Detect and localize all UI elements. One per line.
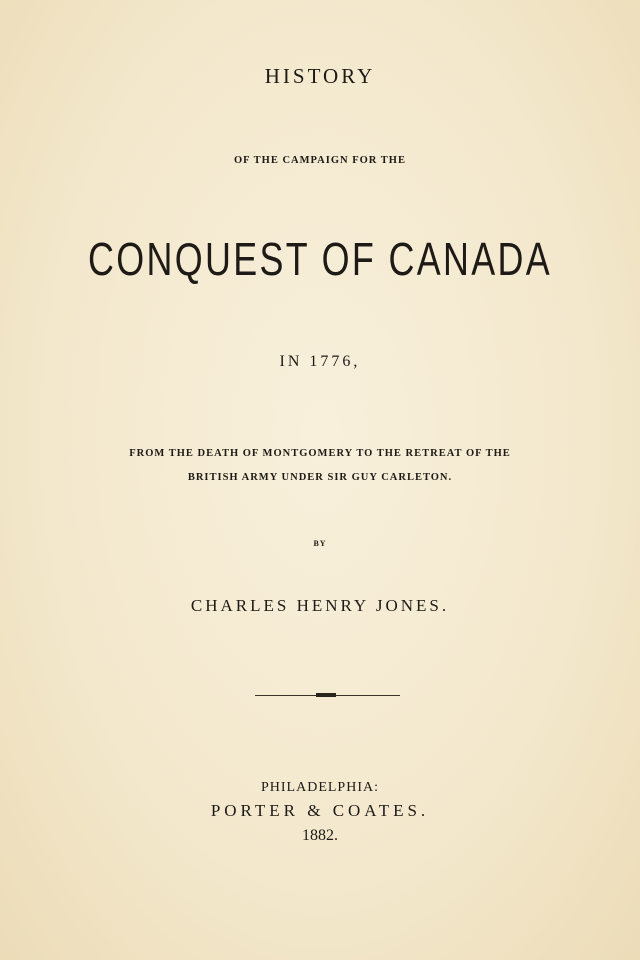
ornament-center (316, 693, 336, 697)
publication-date: 1882. (302, 827, 338, 844)
author-name: CHARLES HENRY JONES. (190, 596, 450, 615)
publisher-city: PHILADELPHIA: (261, 780, 379, 795)
heading-campaign: OF THE CAMPAIGN FOR THE (234, 155, 406, 166)
publisher-name: PORTER & COATES. (210, 801, 430, 820)
subtitle-line-1: FROM THE DEATH OF MONTGOMERY TO THE RETREAT OF THE (129, 448, 511, 459)
main-title: CONQUEST OF CANADA (87, 233, 553, 285)
by-line: BY (313, 539, 327, 548)
heading-history: HISTORY (264, 64, 376, 88)
subtitle-line-2: BRITISH ARMY UNDER SIR GUY CARLETON. (187, 472, 453, 483)
year-line: IN 1776, (279, 353, 361, 370)
